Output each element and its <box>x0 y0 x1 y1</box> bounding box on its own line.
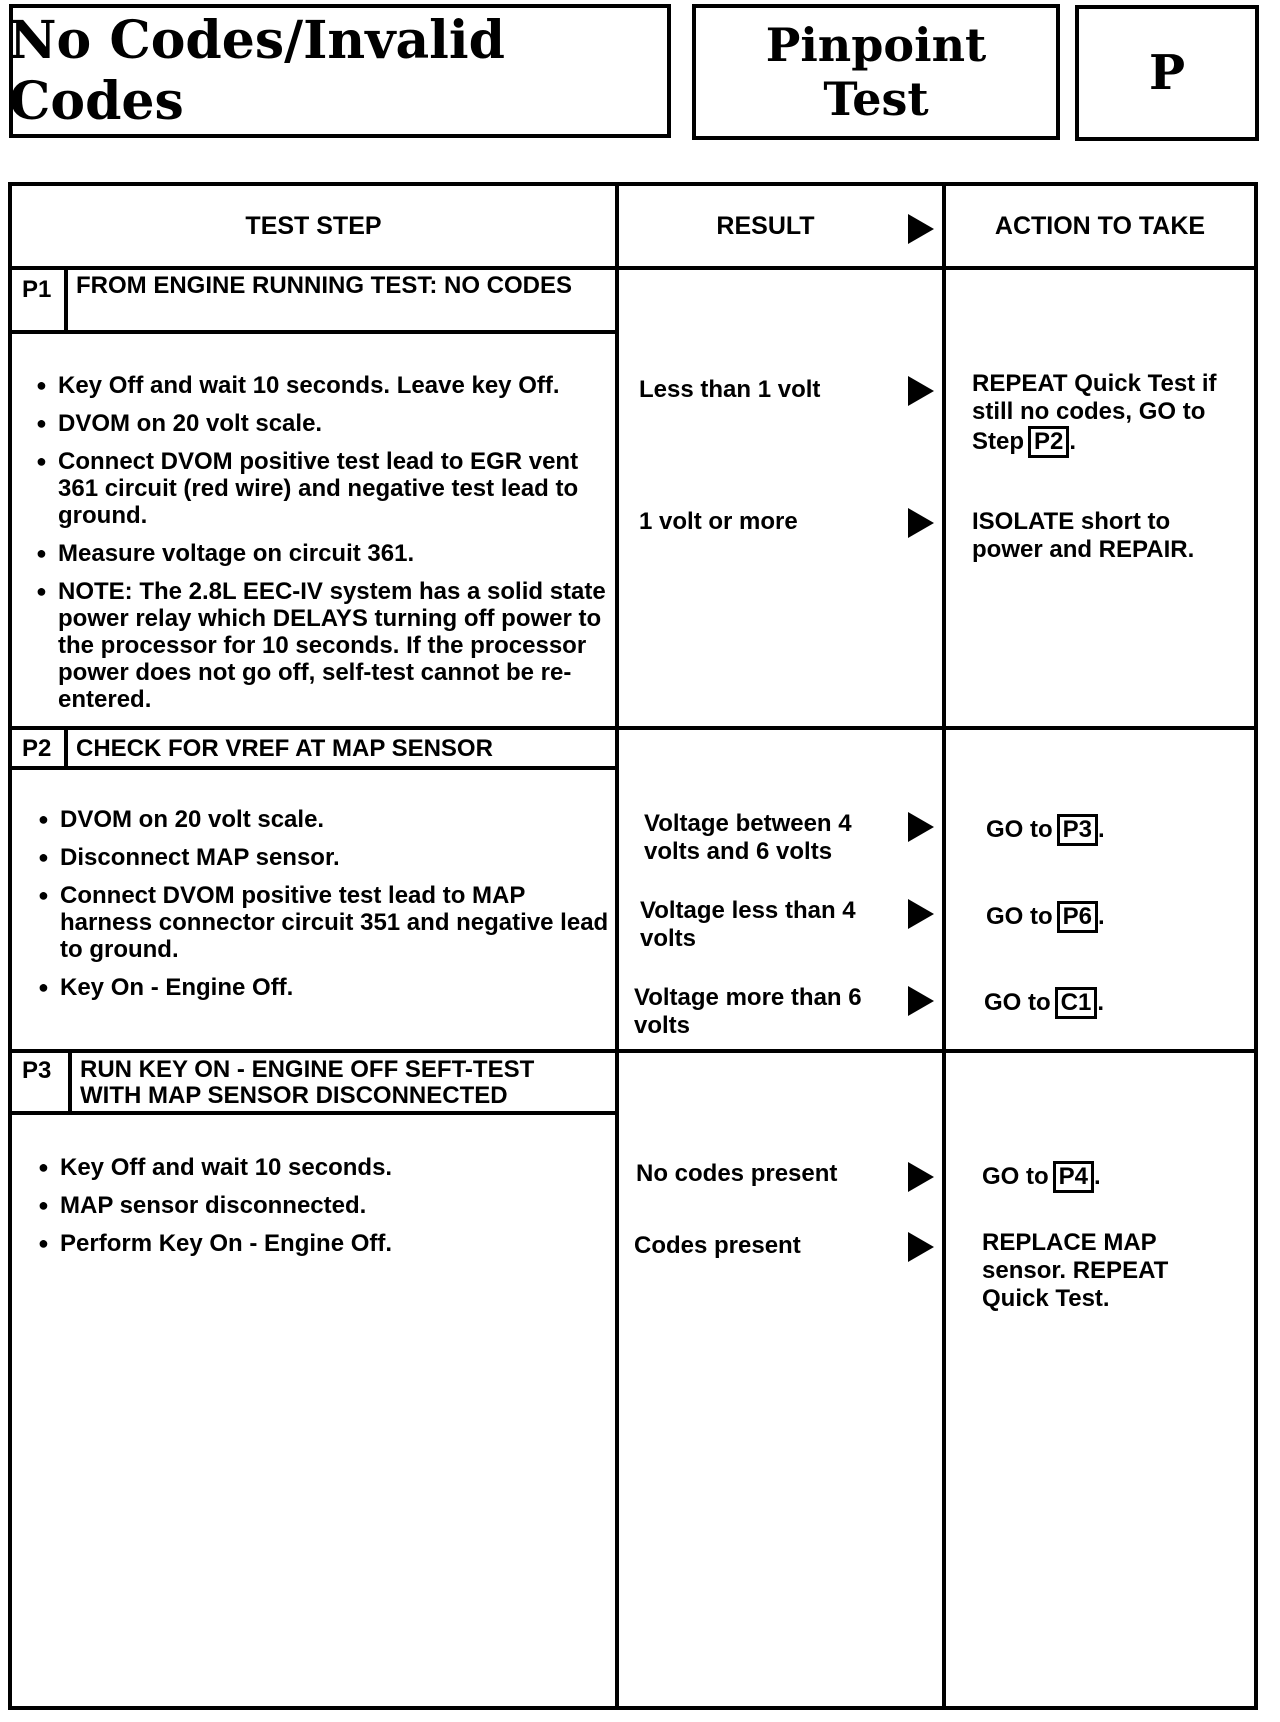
step-instructions-p3 <box>38 1154 618 1268</box>
instruction-item: ● Connect DVOM positive test lead to MAP harness connector circuit 351 and negative lead to ground. <box>38 882 618 963</box>
action-text: GO to <box>986 816 1053 843</box>
column-header-result: RESULT <box>716 211 815 240</box>
pinpoint-line1: Pinpoint <box>765 18 987 72</box>
header-arrow-icon <box>908 214 934 244</box>
action-p2-2 <box>986 901 1246 933</box>
step-title-p1: FROM ENGINE RUNNING TEST: NO CODES <box>76 272 573 299</box>
result-p1-2: 1 volt or more <box>639 508 798 535</box>
step-reference-p4: P4 <box>1053 1161 1094 1193</box>
result-arrow-icon <box>908 986 934 1016</box>
action-text: GO to <box>986 903 1053 930</box>
column-header-test-step: TEST STEP <box>245 211 382 240</box>
instruction-item: ● Measure voltage on circuit 361. <box>36 540 616 567</box>
action-suffix: . <box>1069 428 1077 455</box>
column-header-action: ACTION TO TAKE <box>994 211 1206 240</box>
result-p3-2: Codes present <box>634 1232 801 1259</box>
result-p3-1: No codes present <box>636 1160 838 1187</box>
step-reference-p6: P6 <box>1057 901 1098 933</box>
result-p2-2: Voltage less than 4 volts <box>640 897 856 952</box>
result-p2-3: Voltage more than 6 volts <box>634 984 862 1039</box>
result-arrow-icon <box>908 1232 934 1262</box>
action-p1-1 <box>972 370 1252 458</box>
result-arrow-icon <box>908 812 934 842</box>
action-suffix: . <box>1098 903 1105 930</box>
step-id-p3: P3 <box>22 1057 52 1084</box>
page-title: No Codes/Invalid Codes <box>9 10 506 132</box>
action-p2-3 <box>984 987 1244 1019</box>
test-code: P <box>1148 45 1186 101</box>
action-p3-2: REPLACE MAP sensor. REPEAT Quick Test. <box>982 1229 1169 1312</box>
action-text: GO to <box>984 989 1051 1016</box>
result-arrow-icon <box>908 1162 934 1192</box>
instruction-item: ● Key On - Engine Off. <box>38 974 618 1001</box>
result-p1-1: Less than 1 volt <box>639 376 821 403</box>
instruction-item: ● DVOM on 20 volt scale. <box>36 410 616 437</box>
result-arrow-icon <box>908 508 934 538</box>
action-suffix: . <box>1094 1163 1101 1190</box>
instruction-item: ● Key Off and wait 10 seconds. <box>38 1154 618 1181</box>
step-title-p2: CHECK FOR VREF AT MAP SENSOR <box>76 735 493 762</box>
pinpoint-label <box>692 4 1060 140</box>
instruction-item: ● Key Off and wait 10 seconds. Leave key Off. <box>36 372 616 399</box>
step-reference-p3: P3 <box>1057 814 1098 846</box>
step-instructions-p1 <box>36 372 616 724</box>
instruction-item: ● MAP sensor disconnected. <box>38 1192 618 1219</box>
pinpoint-table <box>8 182 1258 1710</box>
action-text: GO to <box>982 1163 1049 1190</box>
result-arrow-icon <box>908 899 934 929</box>
step-id-p2: P2 <box>22 735 52 762</box>
step-reference-c1: C1 <box>1055 987 1098 1019</box>
instruction-item: ● Connect DVOM positive test lead to EGR vent 361 circuit (red wire) and negative test lead to ground. <box>36 448 616 529</box>
action-suffix: . <box>1097 989 1105 1016</box>
step-title-p3: RUN KEY ON - ENGINE OFF SEFT-TEST WITH MAP SENSOR DISCONNECTED <box>80 1056 535 1109</box>
instruction-item: ● NOTE: The 2.8L EEC-IV system has a solid state power relay which DELAYS turning off power to the processor for 10 seconds. If the processor power does not go off, self-test cannot be re-entered. <box>36 578 616 713</box>
step-id-divider-p2 <box>64 726 68 770</box>
divider-result-action <box>942 186 946 1706</box>
action-suffix: . <box>1098 816 1105 843</box>
instruction-item: ● DVOM on 20 volt scale. <box>38 806 618 833</box>
action-p2-1 <box>986 814 1246 846</box>
pinpoint-line2: Test <box>823 72 929 126</box>
step-reference-p2: P2 <box>1028 426 1069 458</box>
step-id-p1: P1 <box>22 276 52 303</box>
instruction-item: ● Disconnect MAP sensor. <box>38 844 618 871</box>
step-instructions-p2 <box>38 806 618 1012</box>
action-text: REPEAT Quick Test if still no codes, GO to Step <box>972 370 1217 455</box>
action-p1-2: ISOLATE short to power and REPAIR. <box>972 508 1195 563</box>
action-p3-1 <box>982 1161 1242 1193</box>
step-id-divider-p1 <box>64 266 68 334</box>
instruction-item: ● Perform Key On - Engine Off. <box>38 1230 618 1257</box>
result-p2-1: Voltage between 4 volts and 6 volts <box>644 810 852 865</box>
step-id-divider-p3 <box>68 1049 72 1115</box>
result-arrow-icon <box>908 376 934 406</box>
